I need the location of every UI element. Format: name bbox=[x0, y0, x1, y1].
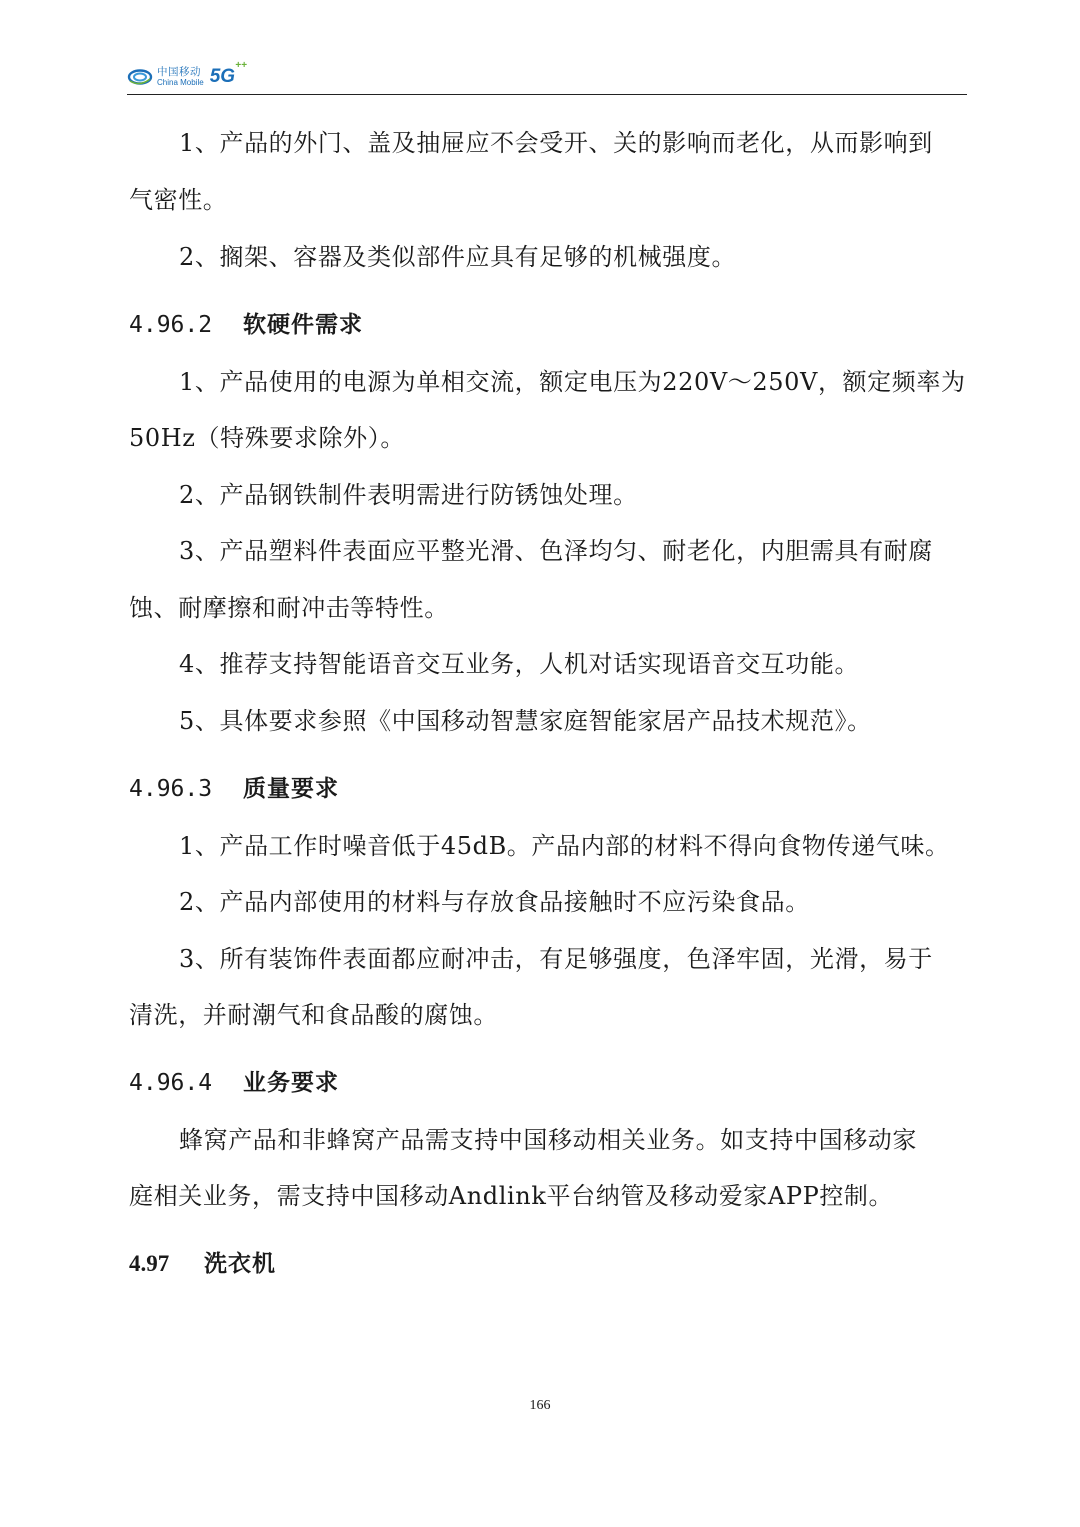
paragraph-line: 3、所有装饰件表面都应耐冲击，有足够强度，色泽牢固，光滑，易于 bbox=[179, 945, 933, 973]
logo-5g-mark bbox=[209, 60, 248, 88]
section-title: 业务要求 bbox=[243, 1070, 339, 1096]
paragraph-line: 2、产品内部使用的材料与存放食品接触时不应污染食品。 bbox=[179, 888, 810, 916]
section-title: 软硬件需求 bbox=[243, 312, 363, 338]
paragraph-line: 5、具体要求参照《中国移动智慧家庭智能家居产品技术规范》。 bbox=[179, 707, 872, 735]
paragraph-line: 蜂窝产品和非蜂窝产品需支持中国移动相关业务。如支持中国移动家 bbox=[179, 1126, 917, 1154]
section-heading-4-96-2 bbox=[129, 310, 363, 340]
section-heading-4-97 bbox=[129, 1249, 276, 1279]
paragraph-line: 2、搁架、容器及类似部件应具有足够的机械强度。 bbox=[179, 243, 737, 271]
paragraph-line: 2、产品钢铁制件表明需进行防锈蚀处理。 bbox=[179, 481, 638, 509]
paragraph-line: 1、产品工作时噪音低于45dB。产品内部的材料不得向食物传递气味。 bbox=[179, 832, 950, 860]
logo-english-text: China Mobile bbox=[157, 77, 204, 87]
paragraph-line: 1、产品使用的电源为单相交流，额定电压为220V～250V，额定频率为 bbox=[179, 368, 966, 396]
section-heading-4-96-4 bbox=[129, 1068, 339, 1098]
section-title: 质量要求 bbox=[243, 776, 339, 802]
paragraph-line: 气密性。 bbox=[129, 186, 228, 214]
page-header bbox=[127, 58, 967, 95]
paragraph-line: 蚀、耐摩擦和耐冲击等特性。 bbox=[129, 594, 449, 622]
logo-5g-text: 5G bbox=[209, 66, 236, 87]
section-number: 4.96.3 bbox=[129, 776, 213, 802]
paragraph-line: 清洗，并耐潮气和食品酸的腐蚀。 bbox=[129, 1001, 498, 1029]
section-number: 4.96.2 bbox=[129, 312, 213, 338]
page-number: 166 bbox=[529, 1398, 551, 1413]
china-mobile-logo bbox=[127, 60, 248, 92]
section-heading-4-96-3 bbox=[129, 774, 339, 804]
paragraph-line: 50Hz（特殊要求除外）。 bbox=[129, 424, 405, 452]
china-mobile-swirl-icon bbox=[127, 66, 153, 88]
paragraph-line: 1、产品的外门、盖及抽屉应不会受开、关的影响而老化，从而影响到 bbox=[179, 129, 933, 157]
section-number: 4.97 bbox=[129, 1251, 170, 1276]
paragraph-line: 庭相关业务，需支持中国移动Andlink平台纳管及移动爱家APP控制。 bbox=[129, 1182, 894, 1210]
section-number: 4.96.4 bbox=[129, 1070, 213, 1096]
logo-chinese-text: 中国移动 bbox=[157, 66, 201, 79]
paragraph-line: 4、推荐支持智能语音交互业务，人机对话实现语音交互功能。 bbox=[179, 650, 860, 678]
logo-plus-text: ++ bbox=[235, 60, 248, 71]
paragraph-line: 3、产品塑料件表面应平整光滑、色泽均匀、耐老化，内胆需具有耐腐 bbox=[179, 537, 933, 565]
section-title: 洗衣机 bbox=[204, 1251, 276, 1277]
